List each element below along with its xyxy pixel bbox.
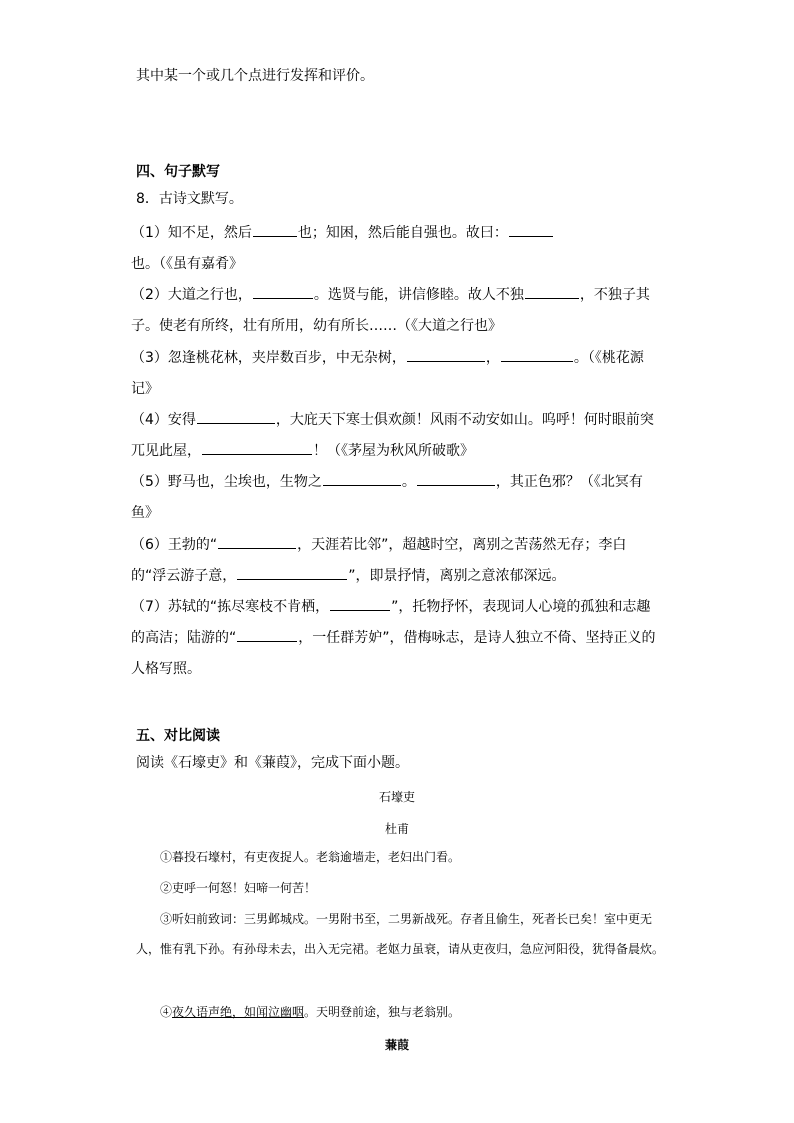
answer-blank[interactable]	[218, 533, 296, 549]
poem-title: 石壕吏	[378, 790, 415, 804]
answer-blank[interactable]	[237, 564, 347, 580]
poem-author: 杜甫	[384, 822, 409, 836]
question-8: 8．古诗文默写。	[136, 191, 243, 207]
fill-item-2: （2）大道之行也， 。选贤与能，讲信修睦。故人不独 ，不独子其子。使老有所终，壮有所用，幼有所长……（《大道之行也》	[131, 280, 661, 342]
answer-blank[interactable]	[253, 221, 297, 237]
fill-item-3: （3）忽逢桃花林，夹岸数百步，中无杂树， ， 。（《桃花源记》	[131, 343, 661, 405]
poem-stanza-3: ③听妇前致词：三男邺城戍。一男附书至，二男新战死。存者且偷生，死者长已矣！室中更无人，惟有乳下孙。有孙母未去，出入无完裙。老妪力虽衰，请从吏夜归，急应河阳役，犹得备晨炊。	[136, 912, 665, 956]
continuation-line: 其中某一个或几个点进行发挥和评价。	[136, 68, 374, 84]
poem-stanza-4: ④夜久语声绝，如闻泣幽咽。天明登前途，独与老翁别。	[160, 1005, 461, 1019]
answer-blank[interactable]	[323, 470, 401, 486]
answer-blank[interactable]	[417, 470, 495, 486]
answer-blank[interactable]	[197, 408, 275, 424]
answer-blank[interactable]	[330, 595, 390, 611]
underlined-sentence: 夜久语声绝，如闻泣幽咽	[172, 1005, 305, 1019]
answer-blank[interactable]	[501, 346, 573, 362]
answer-blank[interactable]	[253, 283, 313, 299]
fill-item-5: （5）野马也，尘埃也，生物之 。 ，其正色邪？（《北冥有鱼》	[131, 467, 661, 529]
fill-item-6: （6）王勃的“ ，天涯若比邻”，超越时空，离别之苦荡然无存；李白的“浮云游子意， ”，即景抒情，离别之意浓郁深远。	[131, 530, 661, 592]
reading-instruction: 阅读《石壕吏》和《蒹葭》，完成下面小题。	[136, 755, 409, 771]
fill-item-4: （4）安得 ，大庇天下寒士俱欢颜！风雨不动安如山。呜呼！何时眼前突兀见此屋， ！（《茅屋为秋风所破歌》	[131, 405, 661, 467]
poem-stanza-1: ①暮投石壕村，有吏夜捉人。老翁逾墙走，老妇出门看。	[160, 850, 461, 864]
fill-item-7: （7）苏轼的“拣尽寒枝不肯栖， ”，托物抒怀，表现词人心境的孤独和志趣的高洁；陆游的“ ，一任群芳妒”，借梅咏志，是诗人独立不倚、坚持正义的人格写照。	[131, 592, 661, 685]
answer-blank[interactable]	[407, 346, 485, 362]
answer-blank[interactable]	[237, 626, 297, 642]
answer-blank[interactable]	[509, 221, 553, 237]
next-poem-title: 蒹葭	[384, 1038, 409, 1052]
answer-blank[interactable]	[202, 439, 312, 455]
answer-blank[interactable]	[525, 283, 579, 299]
section-5-heading: 五、对比阅读	[136, 728, 220, 744]
poem-stanza-2: ②吏呼一何怒！妇啼一何苦！	[160, 881, 317, 895]
section-4-heading: 四、句子默写	[136, 164, 220, 180]
fill-item-1: （1）知不足，然后 也；知困，然后能自强也。故曰：也。（《虽有嘉肴》	[131, 218, 661, 280]
